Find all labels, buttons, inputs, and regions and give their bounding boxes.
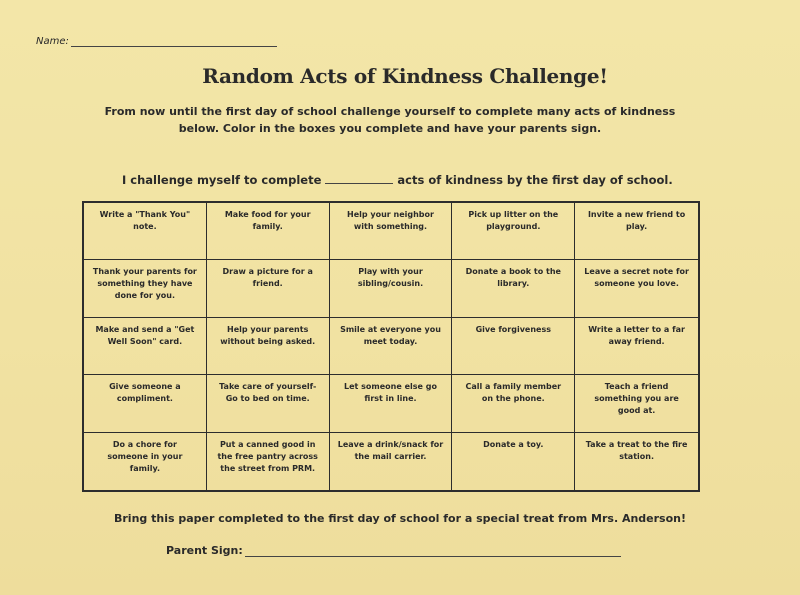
page-title: Random Acts of Kindness Challenge! [202,64,608,88]
grid-cell[interactable]: Make and send a "Get Well Soon" card. [84,318,207,375]
grid-cell[interactable]: Thank your parents for something they have done for you. [84,260,207,317]
grid-cell[interactable]: Leave a secret note for someone you love. [575,260,698,317]
grid-cell[interactable]: Take care of yourself- Go to bed on time. [207,375,330,432]
grid-cell[interactable]: Call a family member on the phone. [452,375,575,432]
grid-cell[interactable]: Play with your sibling/cousin. [330,260,453,317]
grid-cell[interactable]: Donate a toy. [452,433,575,490]
challenge-sentence [122,173,682,187]
name-line[interactable] [71,36,277,47]
parent-sign-label: Parent Sign: [166,544,243,557]
grid-cell[interactable]: Let someone else go first in line. [330,375,453,432]
grid-cell[interactable]: Take a treat to the fire station. [585,439,688,461]
footer-note: Bring this paper completed to the first day of school for a special treat from Mrs. Anderson! [113,512,687,525]
grid-cell[interactable]: Donate a book to the library. [452,260,575,317]
grid-cell[interactable]: Write a letter to a far away friend. [575,318,698,375]
grid-cell[interactable]: Put a canned good in the free pantry across the street from PRM. [207,433,330,490]
parent-sign-line[interactable] [245,546,621,557]
challenge-text-after: acts of kindness by the first day of school. [397,173,673,187]
intro-text: From now until the first day of school challenge yourself to complete many acts of kindness below. Color in the boxes you complete and have your parents sign. [104,105,676,135]
grid-cell[interactable]: Make food for your family. [207,203,330,260]
name-field[interactable] [36,36,277,47]
grid-cell[interactable]: Invite a new friend to play. [575,203,698,260]
grid-cell[interactable]: Do a chore for someone in your family. [84,433,207,490]
challenge-count-blank[interactable] [325,173,393,184]
kindness-grid [82,201,700,492]
grid-cell[interactable]: Give forgiveness [452,318,575,375]
grid-cell[interactable]: Draw a picture for a friend. [207,260,330,317]
grid-cell[interactable]: Help your parents without being asked. [207,318,330,375]
grid-cell[interactable]: Help your neighbor with something. [330,203,453,260]
challenge-text-before: I challenge myself to complete [122,173,322,187]
grid-cell[interactable]: Smile at everyone you meet today. [330,318,453,375]
grid-cell[interactable]: Give someone a compliment. [84,375,207,432]
parent-sign-field[interactable] [166,544,621,557]
grid-cell[interactable]: Leave a drink/snack for the mail carrier. [330,433,453,490]
grid-cell[interactable]: Write a "Thank You" note. [84,203,207,260]
name-label: Name: [36,36,69,47]
grid-cell[interactable]: Teach a friend something you are good at. [575,375,698,432]
grid-cell[interactable]: Pick up litter on the playground. [452,203,575,260]
